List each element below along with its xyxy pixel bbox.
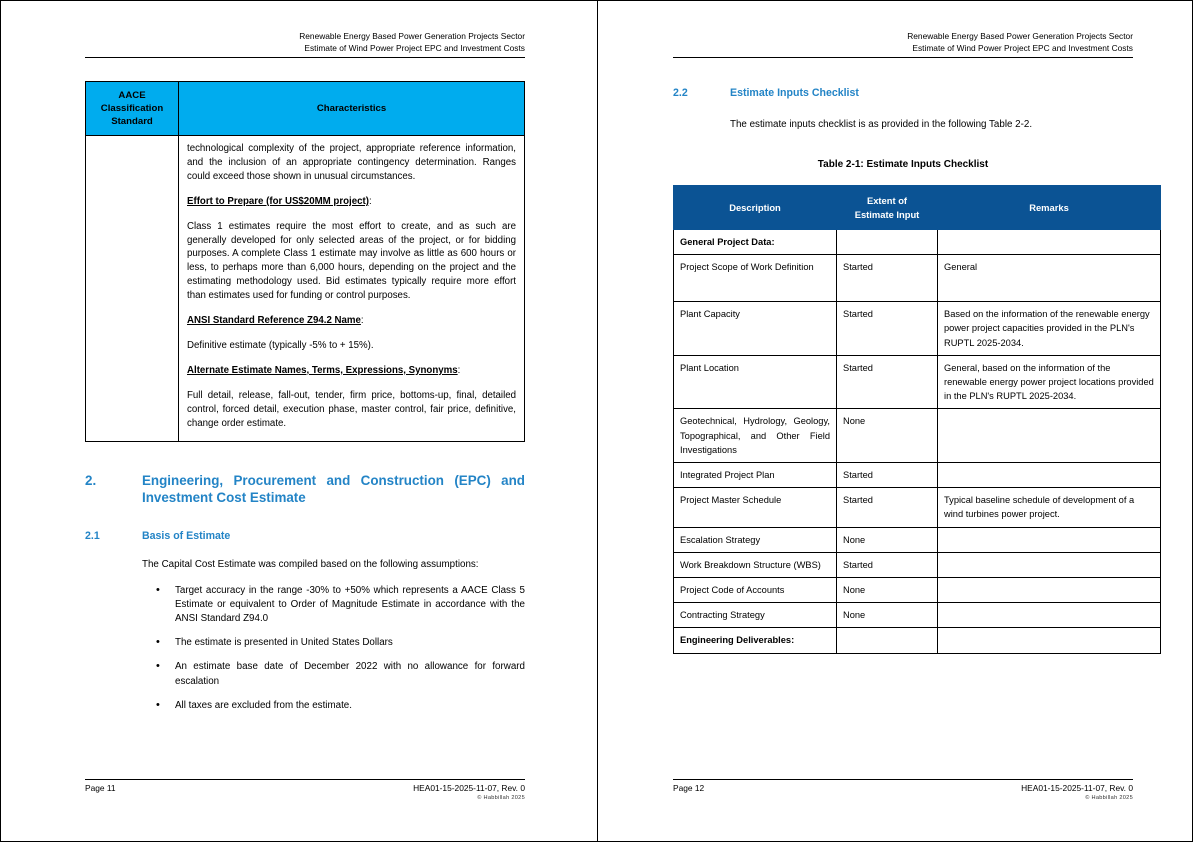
cell-description: Plant Capacity — [674, 302, 837, 356]
cell-extent: Started — [837, 302, 938, 356]
page-right-content — [673, 1, 1154, 801]
cell-description: Work Breakdown Structure (WBS) — [674, 552, 837, 577]
table-row — [674, 409, 1161, 463]
cell-remarks — [938, 552, 1161, 577]
aace-heading-effort-text: Effort to Prepare (for US$20MM project) — [187, 195, 369, 207]
section-2-number: 2. — [85, 472, 97, 488]
aace-characteristics-cell — [179, 136, 525, 442]
section-2-1-title: Basis of Estimate — [142, 529, 231, 542]
section-2-title: Engineering, Procurement and Construction (EPC) and Investment Cost Estimate — [142, 472, 525, 505]
aace-heading-ansi-text: ANSI Standard Reference Z94.2 Name — [187, 315, 361, 327]
estimate-inputs-checklist-table — [673, 185, 1161, 654]
footer-row — [85, 783, 525, 802]
aace-para-3: Definitive estimate (typically -5% to + 15%). — [187, 339, 374, 351]
copyright-notice: © Habbillah 2025 — [1085, 795, 1133, 801]
cell-description: Escalation Strategy — [674, 527, 837, 552]
table-row — [674, 527, 1161, 552]
cell-remarks — [938, 578, 1161, 603]
table-row — [674, 463, 1161, 488]
cell-extent: None — [837, 409, 938, 463]
cell-remarks — [938, 603, 1161, 628]
cell-description: Plant Location — [674, 355, 837, 409]
aace-para-4: Full detail, release, fall-out, tender, firm price, bottoms-up, final, detailed control, forced detail, execution phase, master control, fair price, definitive, change order estimate. — [187, 389, 516, 429]
aace-header-line-2: Classification — [100, 103, 164, 114]
aace-classification-table — [85, 81, 525, 442]
cell-description: Project Scope of Work Definition — [674, 255, 837, 302]
cell-extent: Started — [837, 355, 938, 409]
table-row — [86, 136, 525, 442]
page-number-left: Page 11 — [85, 783, 116, 793]
table-row — [674, 603, 1161, 628]
aace-header-line-1: AACE — [118, 90, 146, 101]
column-header-remarks: Remarks — [938, 186, 1161, 230]
column-header-extent-line-2: Estimate Input — [854, 208, 920, 220]
cell-extent: None — [837, 527, 938, 552]
footer-row — [673, 783, 1133, 802]
cell-extent: Started — [837, 255, 938, 302]
column-header-extent — [837, 186, 938, 230]
cell-remarks: General — [938, 255, 1161, 302]
cell-description: Project Code of Accounts — [674, 578, 837, 603]
table-row — [674, 488, 1161, 527]
aace-heading-ansi: ANSI Standard Reference Z94.2 Name: — [187, 315, 364, 327]
header-rule — [673, 57, 1133, 58]
section-2-2-number: 2.2 — [673, 87, 688, 99]
aace-class-cell — [86, 136, 179, 442]
basis-of-estimate-bullets — [85, 584, 525, 713]
cell-extent: Started — [837, 552, 938, 577]
cell-extent — [837, 230, 938, 255]
list-item: • All taxes are excluded from the estimate. — [175, 699, 525, 713]
page-left — [1, 1, 597, 842]
column-header-description: Description — [674, 186, 837, 230]
aace-heading-alternate-text: Alternate Estimate Names, Terms, Expressions, Synonyms — [187, 364, 458, 376]
table-row — [674, 302, 1161, 356]
page-number-right: Page 12 — [673, 783, 705, 793]
table-row — [674, 578, 1161, 603]
table-caption: Table 2-1: Estimate Inputs Checklist — [817, 159, 989, 170]
header-rule — [85, 57, 525, 58]
cell-extent: Started — [837, 463, 938, 488]
page-left-content — [85, 1, 525, 801]
header-line-1: Renewable Energy Based Power Generation Projects Sector — [907, 31, 1133, 41]
cell-description: Engineering Deliverables: — [674, 628, 837, 653]
page-footer-right — [673, 779, 1133, 802]
copyright-notice: © Habbillah 2025 — [477, 795, 525, 801]
section-2-1-number: 2.1 — [85, 529, 100, 542]
cell-extent — [837, 628, 938, 653]
list-item: • The estimate is presented in United States Dollars — [175, 636, 525, 650]
document-reference: HEA01-15-2025-11-07, Rev. 0 — [413, 783, 525, 793]
cell-extent: None — [837, 603, 938, 628]
table-row-group — [674, 628, 1161, 653]
list-item: • Target accuracy in the range -30% to +50% which represents a AACE Class 5 Estimate or equivalent to Order of Magnitude Estimate in accordance with the ANSI Standard Z94.0 — [175, 584, 525, 627]
aace-header-classification — [86, 82, 179, 136]
header-line-1: Renewable Energy Based Power Generation Projects Sector — [299, 31, 525, 41]
table-row-group — [674, 230, 1161, 255]
header-line-2: Estimate of Wind Power Project EPC and Investment Costs — [912, 42, 1133, 53]
basis-of-estimate-intro: The Capital Cost Estimate was compiled based on the following assumptions: — [142, 558, 479, 570]
aace-heading-alternate: Alternate Estimate Names, Terms, Expressions, Synonyms: — [187, 364, 461, 376]
header-line-2: Estimate of Wind Power Project EPC and Investment Costs — [304, 42, 525, 53]
aace-header-line-3: Standard — [111, 116, 153, 127]
cell-description: General Project Data: — [674, 230, 837, 255]
cell-description: Contracting Strategy — [674, 603, 837, 628]
aace-header-characteristics: Characteristics — [179, 82, 525, 136]
table-header-row — [674, 186, 1161, 230]
page-header-right — [673, 1, 1133, 58]
aace-heading-effort: Effort to Prepare (for US$20MM project): — [187, 195, 372, 207]
cell-description: Integrated Project Plan — [674, 463, 837, 488]
cell-description: Project Master Schedule — [674, 488, 837, 527]
aace-para-1: technological complexity of the project, appropriate reference information, and the inclusion of an appropriate contingency determination. Ranges could exceed those shown in unusual circumstances. — [187, 143, 516, 182]
cell-description: Geotechnical, Hydrology, Geology, Topographical, and Other Field Investigations — [674, 409, 837, 463]
column-header-extent-line-1: Extent of — [866, 195, 908, 206]
cell-remarks — [938, 527, 1161, 552]
table-row — [674, 355, 1161, 409]
footer-doc-block — [413, 783, 525, 802]
section-2-heading — [85, 472, 525, 507]
list-item: • An estimate base date of December 2022 with no allowance for forward escalation — [175, 660, 525, 688]
footer-rule — [673, 779, 1133, 780]
cell-extent: Started — [837, 488, 938, 527]
section-2-2-intro: The estimate inputs checklist is as provided in the following Table 2-2. — [730, 119, 1033, 130]
document-reference: HEA01-15-2025-11-07, Rev. 0 — [1021, 783, 1133, 793]
table-row — [674, 255, 1161, 302]
cell-remarks — [938, 463, 1161, 488]
section-2-2-title: Estimate Inputs Checklist — [730, 87, 859, 99]
page-header-left — [85, 1, 525, 58]
page-footer-left — [85, 779, 525, 802]
cell-remarks: Typical baseline schedule of development of a wind turbines power project. — [938, 488, 1161, 527]
footer-doc-block — [1021, 783, 1133, 802]
cell-remarks — [938, 628, 1161, 653]
cell-remarks — [938, 409, 1161, 463]
cell-remarks: Based on the information of the renewable energy power project capacities provided in the PLN's RUPTL 2025-2034. — [938, 302, 1161, 356]
section-2-2-heading — [673, 86, 1133, 101]
table-row — [674, 552, 1161, 577]
aace-para-2: Class 1 estimates require the most effort to create, and as such are generally developed for only selected areas of the project, or for bidding purposes. A complete Class 1 estimate may involve as little as 600 hours or less, to perhaps more than 6,000 hours, depending on the project and the estimating methodology used. Bid estimates typically require more effort than estimates used for funding or control purposes. — [187, 220, 516, 302]
table-header-row — [86, 82, 525, 136]
section-2-1-heading — [85, 529, 525, 544]
page-divider — [597, 1, 598, 841]
cell-extent: None — [837, 578, 938, 603]
footer-rule — [85, 779, 525, 780]
cell-remarks: General, based on the information of the renewable energy power project locations provided in the PLN's RUPTL 2025-2034. — [938, 355, 1161, 409]
cell-remarks — [938, 230, 1161, 255]
